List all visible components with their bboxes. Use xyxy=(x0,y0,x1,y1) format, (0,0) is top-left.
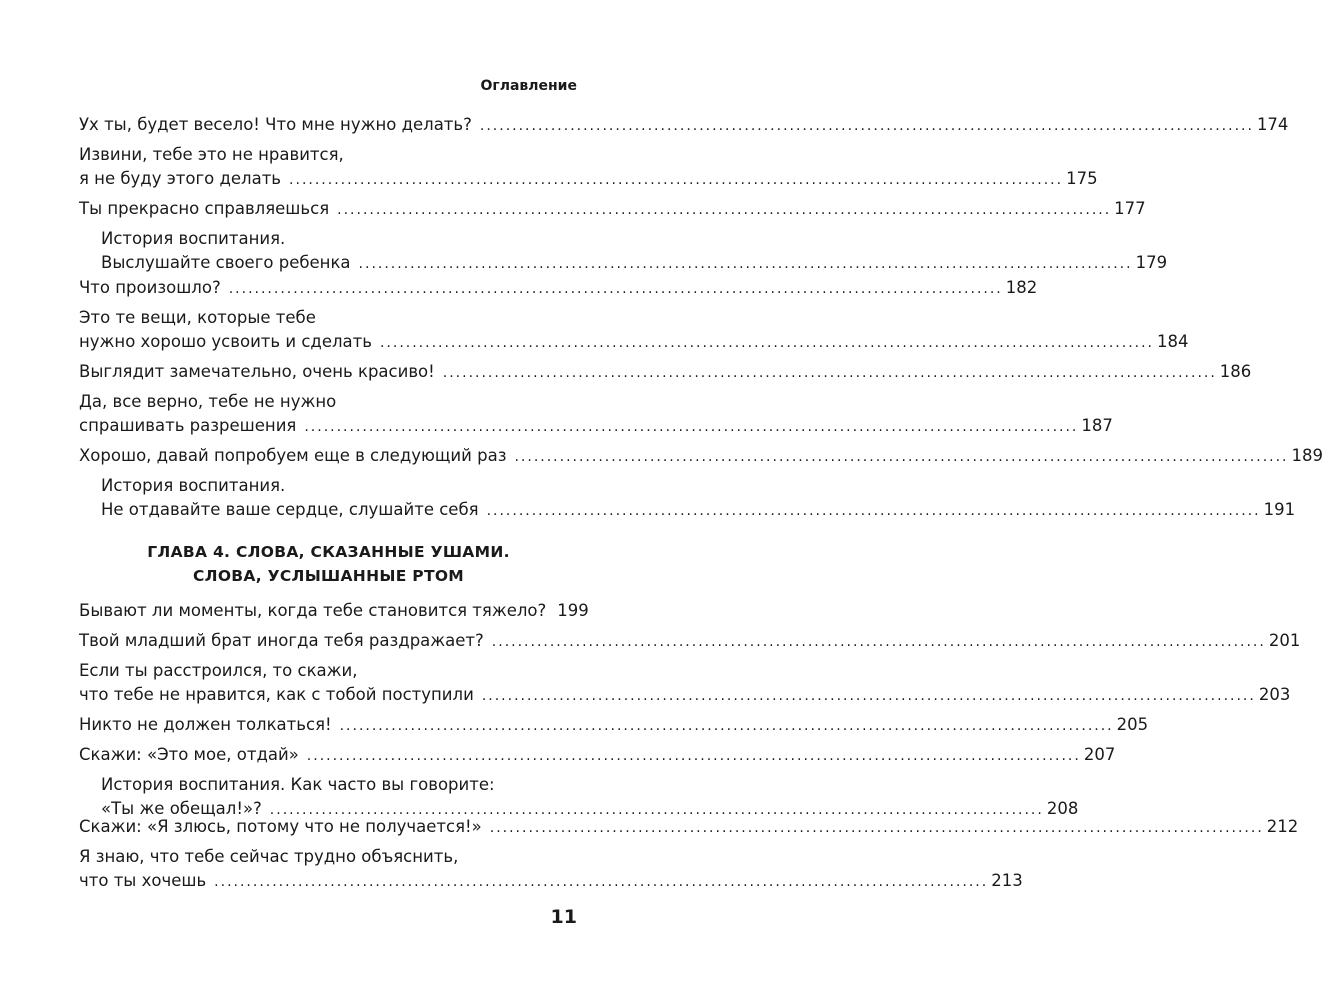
toc-entry-text: Я знаю, что тебе сейчас трудно объяснить, xyxy=(79,847,459,866)
toc-entry-text: История воспитания. Как часто вы говорите: xyxy=(101,775,495,794)
toc-page-number: 177 xyxy=(1114,199,1146,218)
toc-entry xyxy=(79,713,1149,738)
dot-leader: ........................................................................................................................ xyxy=(514,449,1289,465)
toc-entry xyxy=(79,276,1038,301)
toc-page-number: 201 xyxy=(1268,631,1301,650)
toc-page-number: 213 xyxy=(991,871,1023,890)
page-number: 11 xyxy=(550,906,577,928)
dot-leader: ........................................................................................................................ xyxy=(304,419,1079,435)
toc-entry xyxy=(79,143,1098,192)
toc-entry-text: спрашивать разрешения xyxy=(79,416,297,435)
dot-leader: ........................................................................................................................ xyxy=(489,820,1264,836)
dot-leader: ........................................................................................................................ xyxy=(358,256,1133,272)
toc-page-number: 179 xyxy=(1135,253,1168,272)
toc-page-number: 205 xyxy=(1116,715,1149,734)
toc-entry-text: История воспитания. xyxy=(101,476,286,495)
toc-entry-text: Бывают ли моменты, когда тебе становится тяжело? xyxy=(79,601,547,620)
toc-entry-text: я не буду этого делать xyxy=(79,169,282,188)
toc-entry xyxy=(79,815,1299,840)
toc-page-number: 199 xyxy=(557,601,589,620)
toc-group-2 xyxy=(79,276,1323,523)
running-head: Оглавление xyxy=(480,78,577,94)
toc-entry-text: История воспитания. xyxy=(101,229,286,248)
toc-entry xyxy=(79,390,1113,439)
toc-page-number: 203 xyxy=(1258,685,1291,704)
dot-leader: ........................................................................................................................ xyxy=(289,172,1064,188)
toc-entry-text: «Ты же обещал!»? xyxy=(101,799,262,818)
dot-leader: ........................................................................................................................ xyxy=(486,503,1261,519)
toc-page-number: 174 xyxy=(1256,115,1289,134)
chapter-heading xyxy=(79,540,578,588)
dot-leader: ........................................................................................................................ xyxy=(442,365,1217,381)
dot-leader: ........................................................................................................................ xyxy=(481,688,1256,704)
toc-group-1 xyxy=(79,113,1289,276)
toc-subentry xyxy=(79,227,1168,276)
toc-entry-text: Никто не должен толкаться! xyxy=(79,715,332,734)
toc-entry xyxy=(79,444,1323,469)
toc-page-number: 182 xyxy=(1005,278,1038,297)
toc-group-3 xyxy=(79,599,1301,822)
toc-entry-text: Если ты расстроился, то скажи, xyxy=(79,661,358,680)
toc-page-number: 189 xyxy=(1291,446,1323,465)
toc-entry-text: Это те вещи, которые тебе xyxy=(79,308,316,327)
dot-leader: ........................................................................................................................ xyxy=(337,202,1112,218)
toc-entry-text: Не отдавайте ваше сердце, слушайте себя xyxy=(101,500,479,519)
toc-entry xyxy=(79,360,1252,385)
toc-entry-text: Скажи: «Это мое, отдай» xyxy=(79,745,299,764)
dot-leader: ........................................................................................................................ xyxy=(306,748,1081,764)
toc-entry-text: Хорошо, давай попробуем еще в следующий раз xyxy=(79,446,507,465)
dot-leader: ........................................................................................................................ xyxy=(228,281,1003,297)
dot-leader: ........................................................................................................................ xyxy=(339,718,1114,734)
toc-entry-text: Скажи: «Я злюсь, потому что не получается!» xyxy=(79,817,482,836)
dot-leader: ........................................................................................................................ xyxy=(214,874,989,890)
toc-group-4 xyxy=(79,815,1299,894)
toc-entry-text: Выглядит замечательно, очень красиво! xyxy=(79,362,435,381)
toc-entry xyxy=(79,306,1189,355)
toc-entry-text: Твой младший брат иногда тебя раздражает? xyxy=(79,631,484,650)
toc-page-number: 212 xyxy=(1266,817,1299,836)
chapter-heading-line-1: ГЛАВА 4. СЛОВА, СКАЗАННЫЕ УШАМИ. xyxy=(147,543,510,561)
toc-entry xyxy=(79,845,1023,894)
dot-leader: ........................................................................................................................ xyxy=(379,335,1154,351)
toc-page-number: 184 xyxy=(1157,332,1189,351)
toc-entry xyxy=(79,659,1291,708)
toc-entry-text: что ты хочешь xyxy=(79,871,207,890)
chapter-heading-line-2: СЛОВА, УСЛЫШАННЫЕ РТОМ xyxy=(192,567,465,585)
toc-entry xyxy=(79,629,1301,654)
toc-entry xyxy=(79,197,1146,222)
toc-page-number: 175 xyxy=(1066,169,1098,188)
toc-entry-text: Ты прекрасно справляешься xyxy=(79,199,330,218)
toc-entry-text: Ух ты, будет весело! Что мне нужно делать? xyxy=(79,115,472,134)
toc-subentry xyxy=(79,474,1296,523)
toc-entry-text: что тебе не нравится, как с тобой поступили xyxy=(79,685,474,704)
dot-leader: ........................................................................................................................ xyxy=(269,802,1044,818)
toc-page-number: 186 xyxy=(1219,362,1252,381)
toc-entry-text: нужно хорошо усвоить и сделать xyxy=(79,332,372,351)
toc-entry-text: Что произошло? xyxy=(79,278,221,297)
dot-leader: ........................................................................................................................ xyxy=(479,118,1254,134)
toc-entry xyxy=(79,599,589,624)
dot-leader: ........................................................................................................................ xyxy=(491,634,1266,650)
toc-page-number: 187 xyxy=(1081,416,1113,435)
toc-entry xyxy=(79,743,1116,768)
toc-page-number: 208 xyxy=(1046,799,1079,818)
toc-page-number: 207 xyxy=(1083,745,1116,764)
toc-entry-text: Да, все верно, тебе не нужно xyxy=(79,392,337,411)
toc-page-number: 191 xyxy=(1263,500,1296,519)
toc-entry-text: Выслушайте своего ребенка xyxy=(101,253,351,272)
toc-entry xyxy=(79,113,1289,138)
toc-entry-text: Извини, тебе это не нравится, xyxy=(79,145,344,164)
